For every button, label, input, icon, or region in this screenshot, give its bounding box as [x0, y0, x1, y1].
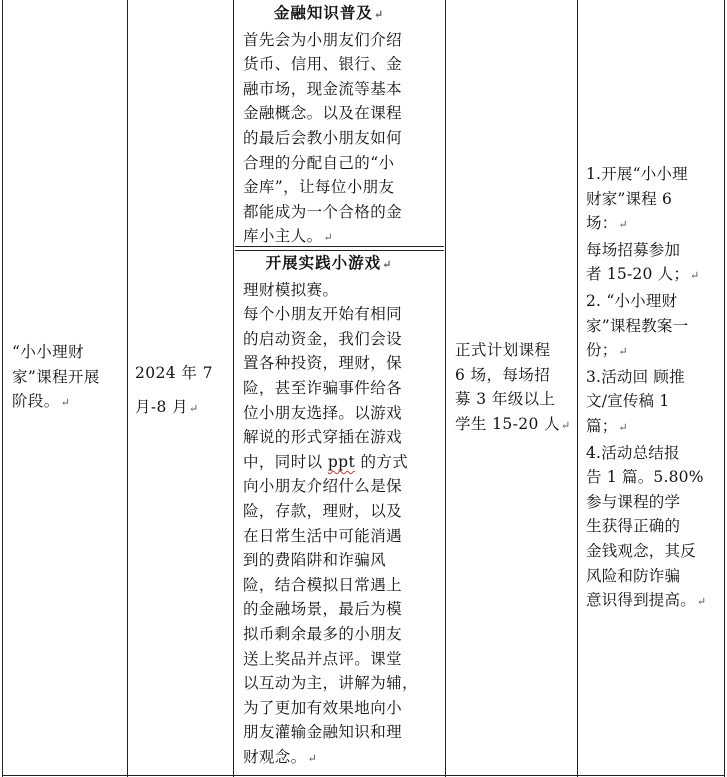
content-top-line: 金库”，让每位小朋友 [243, 178, 395, 197]
results-line: 份； [586, 341, 618, 360]
results-line: 告 1 篇。5.80% [586, 468, 704, 487]
table-border-col2 [233, 0, 234, 777]
paragraph-mark: ↵ [60, 396, 71, 410]
results-line: 财家”课程 6 [586, 189, 673, 208]
results-line: 1.开展“小小理 [586, 165, 688, 183]
table-border-left [2, 0, 3, 777]
paragraph-mark: ↵ [189, 402, 199, 415]
results-line: 3.活动回 顾推 [586, 367, 685, 386]
paragraph-mark: ↵ [618, 218, 628, 232]
plan-line: 正式计划课程 [455, 341, 551, 359]
content-bottom-line: 为了更加有效果地向小 [243, 698, 403, 717]
content-bottom-line: 向小朋友介绍什么是保 [243, 477, 403, 496]
content-bottom-line: 每个小朋友开始有相同 [243, 305, 403, 324]
paragraph-mark: ↵ [618, 345, 628, 359]
paragraph-mark: ↵ [618, 420, 628, 434]
content-top-cell [243, 1, 443, 251]
ppt-word: ppt [327, 452, 356, 471]
content-bottom-line: 送上奖品并点评。课堂 [243, 649, 403, 668]
stage-line: “小小理财 [12, 343, 84, 361]
content-bottom-line: 理财模拟赛。 [243, 280, 339, 299]
paragraph-mark: ↵ [323, 231, 334, 245]
results-line: 金钱观念，其反 [586, 541, 696, 560]
paragraph-mark: ↵ [690, 269, 700, 283]
stage-line: 家”课程开展 [12, 367, 100, 386]
table-border-col4 [577, 0, 578, 777]
results-cell [586, 162, 724, 615]
results-line: 4.活动总结报 [586, 443, 680, 462]
results-line: 者 15-20 人； [586, 265, 690, 284]
results-line: 家”课程教案一 [586, 316, 689, 335]
paragraph-mark: ↵ [307, 751, 318, 765]
content-bottom-line: 拟币剩余最多的小朋友 [243, 624, 403, 643]
results-line: 参与课程的学 [586, 492, 681, 511]
content-bottom-line: 的金融场景，最后为模 [243, 600, 403, 619]
stage-cell [12, 340, 124, 416]
paragraph-mark: ↵ [561, 418, 571, 432]
content-bottom-line: 的方式 [360, 452, 409, 471]
results-line: 风险和防诈骗 [586, 566, 681, 585]
table-border-bottom [2, 775, 725, 776]
content-bottom-line: 以互动为主，讲解为辅， [243, 674, 418, 693]
content-bottom-cell [243, 251, 443, 771]
plan-cell [455, 338, 575, 438]
content-bottom-title: 开展实践小游戏 [265, 253, 382, 272]
results-line: 篇； [586, 416, 618, 435]
content-bottom-line: 险，存款，理财，以及 [243, 501, 403, 520]
content-top-line: 金融概念。以及在课程 [243, 104, 403, 123]
stage-line: 阶段。 [12, 392, 60, 411]
paragraph-mark: ↵ [696, 595, 707, 609]
content-bottom-line: 位小朋友选择。以游戏 [243, 403, 403, 422]
table-border-right [724, 0, 725, 777]
paragraph-mark: ↵ [382, 258, 393, 271]
plan-line: 学生 15-20 人 [455, 414, 561, 433]
results-line: 场： [586, 214, 618, 233]
content-bottom-line: 到的费陷阱和诈骗风 [243, 551, 387, 570]
content-top-title: 金融知识普及 [273, 3, 373, 22]
content-bottom-line: 解说的形式穿插在游戏 [243, 428, 403, 447]
content-bottom-line: 险，甚至诈骗事件给各 [243, 378, 403, 397]
results-line: 生获得正确的 [586, 517, 681, 536]
results-line: 意识得到提高。 [586, 591, 696, 610]
content-top-line: 融市场，现金流等基本 [243, 79, 403, 98]
content-bottom-line: 险，结合模拟日常遇上 [243, 575, 403, 594]
plan-line: 募 3 年级以上 [455, 390, 556, 409]
time-cell [135, 356, 231, 426]
paragraph-mark: ↵ [373, 8, 385, 21]
content-bottom-line: 在日常生活中可能消遇 [243, 526, 403, 545]
plan-line: 6 场，每场招 [455, 365, 551, 384]
content-top-line: 都能成为一个合格的金 [243, 202, 403, 221]
time-line: 月-8 月 [135, 398, 189, 416]
content-top-line: 的最后会教小朋友如何 [243, 128, 403, 147]
content-top-line: 合理的分配自己的“小 [243, 153, 395, 172]
content-bottom-line: 财观念。 [243, 747, 307, 766]
content-bottom-line: 置各种投资，理财，保 [243, 354, 403, 373]
content-top-line: 库小主人。 [243, 227, 323, 246]
results-line: 文/宣传稿 1 [586, 392, 670, 411]
table-border-col1 [127, 0, 128, 777]
time-line: 2024 年 7 [135, 364, 213, 382]
content-top-line: 货币、信用、银行、金 [243, 55, 403, 74]
content-bottom-line: 的启动资金，我们会设 [243, 329, 403, 348]
results-line: 2. “小小理财 [586, 291, 678, 310]
content-bottom-line: 中，同时以 [243, 452, 323, 471]
results-line: 每场招募参加 [586, 240, 681, 259]
table-border-col3 [445, 0, 446, 777]
content-top-line: 首先会为小朋友们介绍 [243, 30, 403, 49]
content-bottom-line: 朋友灌输金融知识和理 [243, 723, 403, 742]
